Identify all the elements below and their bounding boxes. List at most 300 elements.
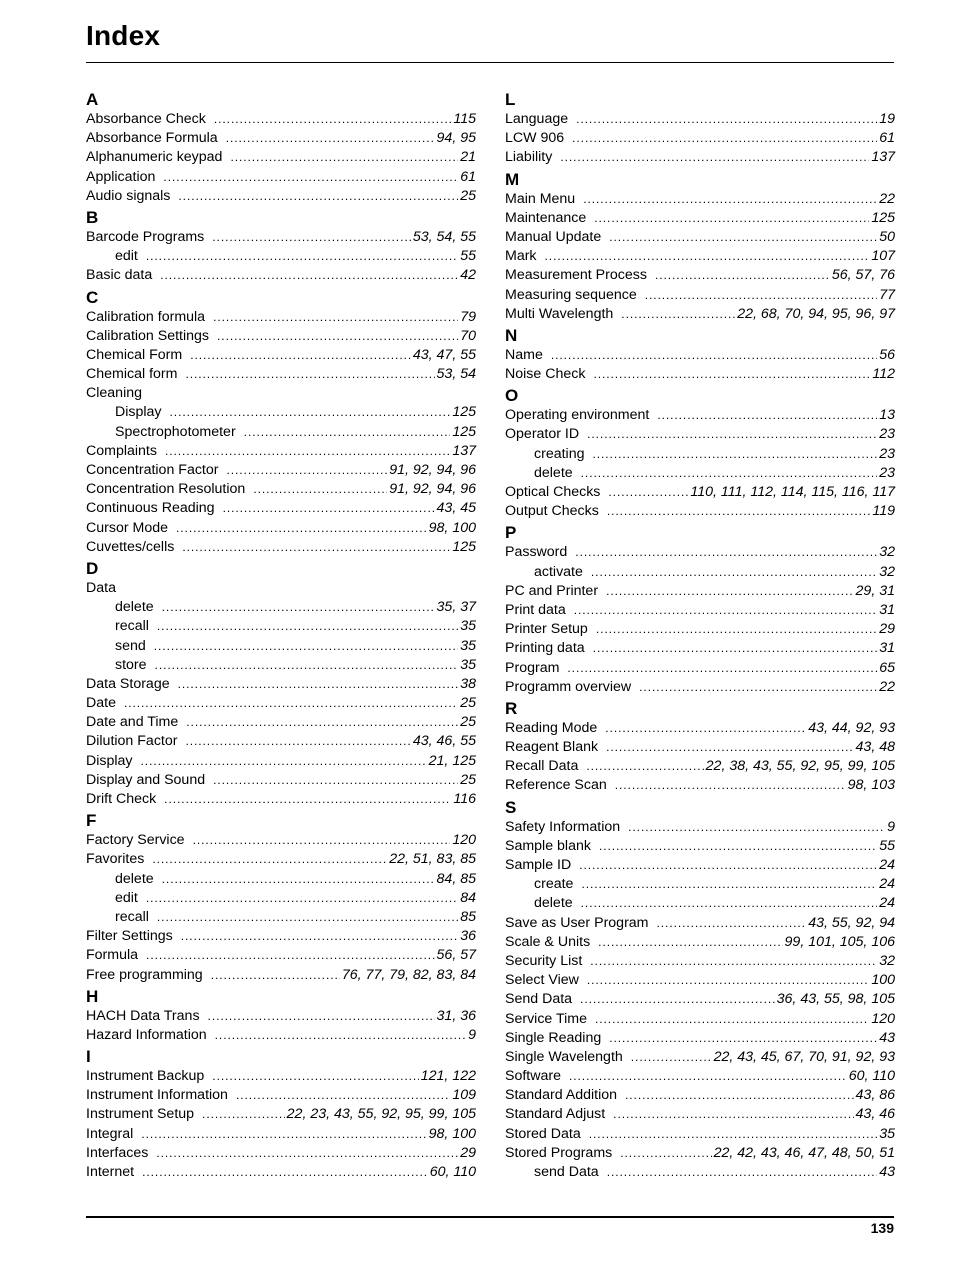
entry-pages: 43, 45 bbox=[436, 500, 476, 517]
entry-term: Sample ID bbox=[505, 857, 572, 873]
index-entry bbox=[86, 384, 476, 403]
entry-pages: 107 bbox=[871, 248, 895, 265]
entry-pages: 35, 37 bbox=[436, 599, 476, 616]
entry-term: HACH Data Trans bbox=[86, 1007, 200, 1024]
dot-leader bbox=[621, 305, 735, 324]
index-entry bbox=[505, 914, 895, 933]
dot-leader bbox=[162, 598, 435, 617]
entry-term: Program bbox=[505, 659, 560, 676]
entry-term: Filter Settings bbox=[86, 928, 173, 945]
entry-pages: 25 bbox=[460, 771, 476, 788]
dot-leader bbox=[608, 483, 688, 502]
index-entry bbox=[505, 639, 895, 658]
index-subentry bbox=[86, 598, 476, 617]
dot-leader bbox=[124, 694, 458, 713]
entry-term: Display bbox=[86, 752, 133, 769]
entry-pages: 25 bbox=[460, 714, 476, 731]
entry-pages: 50 bbox=[879, 228, 895, 245]
entry-pages: 61 bbox=[879, 130, 895, 147]
dot-leader bbox=[594, 209, 869, 228]
entry-pages: 29, 31 bbox=[855, 582, 895, 599]
entry-pages: 99, 101, 105, 106 bbox=[784, 933, 895, 950]
index-entry bbox=[86, 1163, 476, 1182]
dot-leader bbox=[613, 1105, 853, 1124]
entry-pages: 119 bbox=[872, 503, 895, 520]
entry-term: Liability bbox=[505, 149, 553, 166]
entry-term: Reagent Blank bbox=[505, 739, 599, 756]
index-entry bbox=[86, 946, 476, 965]
index-subentry bbox=[505, 875, 895, 894]
entry-pages: 79 bbox=[460, 308, 476, 325]
dot-leader bbox=[606, 738, 853, 757]
entry-term: Data bbox=[86, 579, 116, 596]
entry-term: Calibration Settings bbox=[86, 327, 210, 344]
entry-pages: 84, 85 bbox=[436, 870, 476, 887]
entry-term: Instrument Information bbox=[86, 1087, 228, 1104]
entry-pages: 61 bbox=[460, 168, 476, 185]
dot-leader bbox=[213, 308, 458, 327]
index-entry bbox=[86, 327, 476, 346]
dot-leader bbox=[657, 914, 807, 933]
page-title: Index bbox=[86, 20, 161, 51]
entry-pages: 85 bbox=[460, 908, 476, 925]
section-letter: D bbox=[86, 558, 99, 578]
dot-leader bbox=[607, 1163, 878, 1182]
index-column-left bbox=[86, 88, 476, 1182]
index-entry bbox=[86, 1086, 476, 1105]
index-entry bbox=[505, 110, 895, 129]
dot-leader bbox=[596, 620, 877, 639]
entry-term: Stored Data bbox=[505, 1125, 581, 1142]
entry-pages: 29 bbox=[460, 1144, 476, 1161]
index-entry bbox=[505, 190, 895, 209]
index-entry bbox=[86, 831, 476, 850]
entry-pages: 22, 42, 43, 46, 47, 48, 50, 51 bbox=[713, 1144, 895, 1161]
entry-term: Display bbox=[115, 404, 162, 421]
dot-leader bbox=[587, 425, 877, 444]
entry-pages: 65 bbox=[879, 659, 895, 676]
index-entry bbox=[86, 346, 476, 365]
entry-term: Free programming bbox=[86, 966, 203, 983]
section-letter: N bbox=[505, 325, 518, 345]
dot-leader bbox=[230, 148, 458, 167]
entry-term: Operator ID bbox=[505, 426, 580, 443]
entry-pages: 31 bbox=[879, 640, 895, 657]
entry-pages: 120 bbox=[871, 1010, 895, 1027]
dot-leader bbox=[212, 228, 411, 247]
entry-pages: 98, 100 bbox=[428, 519, 476, 536]
dot-leader bbox=[605, 719, 806, 738]
dot-leader bbox=[567, 659, 877, 678]
entry-term: Send Data bbox=[505, 991, 573, 1008]
entry-term: recall bbox=[115, 908, 149, 925]
dot-leader bbox=[163, 168, 458, 187]
entry-term: Absorbance Check bbox=[86, 111, 206, 127]
entry-pages: 36, 43, 55, 98, 105 bbox=[776, 991, 895, 1008]
entry-pages: 23 bbox=[879, 464, 895, 481]
index-entry bbox=[505, 129, 895, 148]
index-column-right bbox=[505, 88, 895, 1182]
page-number: 139 bbox=[870, 1220, 894, 1236]
dot-leader bbox=[589, 1125, 878, 1144]
entry-term: Audio signals bbox=[86, 187, 171, 204]
index-entry bbox=[86, 579, 476, 598]
index-entry bbox=[86, 168, 476, 187]
dot-leader bbox=[146, 247, 458, 266]
index-entry bbox=[505, 933, 895, 952]
entry-term: Internet bbox=[86, 1164, 135, 1180]
entry-pages: 22, 38, 43, 55, 92, 95, 99, 105 bbox=[705, 758, 895, 775]
entry-term: Application bbox=[86, 168, 156, 185]
entry-term: Single Wavelength bbox=[505, 1048, 623, 1065]
index-entry bbox=[505, 620, 895, 639]
entry-pages: 38 bbox=[460, 675, 476, 692]
dot-leader bbox=[569, 1067, 847, 1086]
entry-term: Cleaning bbox=[86, 385, 143, 402]
index-subentry bbox=[505, 464, 895, 483]
dot-leader bbox=[211, 966, 340, 985]
dot-leader bbox=[236, 1086, 450, 1105]
entry-term: Print data bbox=[505, 601, 566, 618]
index-entry bbox=[86, 266, 476, 285]
entry-pages: 125 bbox=[452, 404, 476, 421]
entry-term: Date bbox=[86, 695, 116, 712]
entry-pages: 43 bbox=[879, 1029, 895, 1046]
dot-leader bbox=[657, 406, 877, 425]
dot-leader bbox=[185, 365, 434, 384]
entry-pages: 91, 92, 94, 96 bbox=[389, 481, 476, 498]
entry-term: Sample blank bbox=[505, 837, 591, 854]
index-entry bbox=[505, 837, 895, 856]
entry-term: edit bbox=[115, 889, 138, 906]
index-entry bbox=[505, 971, 895, 990]
index-entry bbox=[86, 771, 476, 790]
entry-term: recall bbox=[115, 618, 149, 635]
index-entry bbox=[505, 818, 895, 837]
dot-leader bbox=[655, 266, 830, 285]
dot-leader bbox=[154, 637, 458, 656]
entry-pages: 137 bbox=[452, 442, 476, 459]
index-entry bbox=[505, 1105, 895, 1124]
entry-pages: 35 bbox=[460, 618, 476, 635]
index-subentry bbox=[505, 1163, 895, 1182]
dot-leader bbox=[615, 776, 846, 795]
entry-term: Printer Setup bbox=[505, 621, 588, 638]
entry-pages: 24 bbox=[879, 857, 895, 873]
entry-term: Scale & Units bbox=[505, 933, 591, 950]
entry-term: Formula bbox=[86, 947, 139, 964]
entry-pages: 31 bbox=[879, 601, 895, 618]
entry-pages: 53, 54, 55 bbox=[412, 228, 476, 245]
index-subentry bbox=[86, 617, 476, 636]
entry-pages: 13 bbox=[879, 407, 895, 424]
entry-term: Save as User Program bbox=[505, 914, 649, 931]
dot-leader bbox=[157, 908, 458, 927]
dot-leader bbox=[645, 286, 878, 305]
dot-leader bbox=[580, 990, 775, 1009]
entry-pages: 35 bbox=[460, 656, 476, 673]
index-subentry bbox=[86, 637, 476, 656]
entry-term: Standard Adjust bbox=[505, 1106, 606, 1123]
entry-term: activate bbox=[534, 563, 583, 580]
entry-pages: 43, 46, 55 bbox=[412, 733, 476, 750]
index-entry bbox=[86, 461, 476, 480]
entry-pages: 19 bbox=[879, 111, 895, 127]
entry-pages: 22, 23, 43, 55, 92, 95, 99, 105 bbox=[286, 1106, 476, 1123]
index-entry bbox=[86, 1026, 476, 1045]
index-entry bbox=[505, 483, 895, 502]
index-entry bbox=[505, 286, 895, 305]
index-subentry bbox=[86, 889, 476, 908]
dot-leader bbox=[141, 1125, 426, 1144]
entry-pages: 25 bbox=[460, 695, 476, 712]
dot-leader bbox=[244, 423, 451, 442]
entry-term: Recall Data bbox=[505, 758, 579, 775]
dot-leader bbox=[592, 445, 877, 464]
dot-leader bbox=[581, 894, 878, 913]
entry-term: store bbox=[115, 656, 147, 673]
index-entry bbox=[505, 1144, 895, 1163]
footer-rule bbox=[86, 1216, 894, 1218]
entry-term: send bbox=[115, 637, 146, 654]
entry-term: create bbox=[534, 876, 574, 893]
index-entry bbox=[86, 752, 476, 771]
entry-term: Chemical Form bbox=[86, 346, 183, 363]
entry-pages: 36 bbox=[460, 928, 476, 945]
entry-pages: 32 bbox=[879, 952, 895, 969]
index-entry bbox=[86, 1067, 476, 1086]
index-entry bbox=[86, 442, 476, 461]
index-entry bbox=[505, 209, 895, 228]
entry-term: Reading Mode bbox=[505, 719, 598, 736]
index-entry bbox=[505, 719, 895, 738]
index-entry bbox=[86, 1125, 476, 1144]
section-letter: M bbox=[505, 169, 520, 189]
dot-leader bbox=[208, 1007, 435, 1026]
entry-pages: 21 bbox=[460, 149, 476, 166]
index-entry bbox=[505, 1048, 895, 1067]
entry-pages: 53, 54 bbox=[436, 366, 476, 383]
entry-pages: 32 bbox=[879, 563, 895, 580]
entry-term: send Data bbox=[534, 1164, 599, 1180]
dot-leader bbox=[155, 656, 459, 675]
dot-leader bbox=[579, 856, 877, 875]
index-entry bbox=[505, 365, 895, 384]
entry-term: Concentration Factor bbox=[86, 462, 219, 478]
entry-term: Alphanumeric keypad bbox=[86, 149, 223, 166]
dot-leader bbox=[226, 461, 387, 480]
dot-leader bbox=[193, 831, 451, 850]
entry-term: Language bbox=[505, 111, 569, 127]
entry-pages: 43, 55, 92, 94 bbox=[808, 914, 895, 931]
index-entry bbox=[505, 1125, 895, 1144]
index-entry bbox=[505, 346, 895, 365]
dot-leader bbox=[142, 1163, 428, 1182]
entry-term: Service Time bbox=[505, 1010, 587, 1027]
entry-pages: 32 bbox=[879, 544, 895, 561]
dot-leader bbox=[586, 757, 703, 776]
entry-pages: 23 bbox=[879, 445, 895, 462]
entry-term: edit bbox=[115, 248, 138, 265]
entry-term: Display and Sound bbox=[86, 771, 206, 788]
entry-pages: 120 bbox=[452, 832, 476, 849]
entry-pages: 76, 77, 79, 82, 83, 84 bbox=[341, 966, 476, 983]
entry-term: Operating environment bbox=[505, 407, 650, 424]
dot-leader bbox=[165, 442, 450, 461]
section-letter: R bbox=[505, 698, 518, 718]
entry-pages: 116 bbox=[453, 791, 476, 807]
dot-leader bbox=[545, 247, 870, 266]
entry-pages: 77 bbox=[879, 286, 895, 303]
entry-term: Reference Scan bbox=[505, 777, 607, 794]
entry-term: delete bbox=[534, 895, 573, 912]
entry-pages: 24 bbox=[879, 876, 895, 893]
dot-leader bbox=[212, 1067, 418, 1086]
entry-term: Measurement Process bbox=[505, 267, 647, 284]
entry-pages: 43, 46 bbox=[855, 1106, 895, 1123]
dot-leader bbox=[164, 790, 451, 809]
entry-term: Date and Time bbox=[86, 714, 179, 731]
entry-term: Security List bbox=[505, 952, 583, 969]
section-letter: B bbox=[86, 207, 99, 227]
dot-leader bbox=[157, 617, 458, 636]
entry-term: Interfaces bbox=[86, 1144, 149, 1161]
dot-leader bbox=[560, 148, 869, 167]
dot-leader bbox=[217, 327, 458, 346]
entry-term: Software bbox=[505, 1068, 561, 1085]
entry-pages: 94, 95 bbox=[436, 130, 476, 147]
entry-term: Programm overview bbox=[505, 678, 632, 695]
entry-term: Single Reading bbox=[505, 1029, 602, 1046]
section-letter: A bbox=[86, 90, 99, 109]
dot-leader bbox=[141, 752, 427, 771]
dot-leader bbox=[572, 129, 877, 148]
entry-pages: 121, 122 bbox=[420, 1068, 476, 1085]
entry-pages: 22, 51, 83, 85 bbox=[389, 851, 476, 868]
dot-leader bbox=[593, 639, 878, 658]
entry-term: Concentration Resolution bbox=[86, 481, 246, 498]
dot-leader bbox=[190, 346, 411, 365]
dot-leader bbox=[593, 365, 870, 384]
index-entry bbox=[505, 425, 895, 444]
entry-term: Instrument Backup bbox=[86, 1068, 205, 1085]
index-entry bbox=[505, 659, 895, 678]
entry-term: Password bbox=[505, 544, 568, 561]
entry-pages: 56 bbox=[879, 346, 895, 363]
index-entry bbox=[86, 110, 476, 129]
section-letter: O bbox=[505, 386, 519, 406]
entry-term: Factory Service bbox=[86, 832, 185, 849]
dot-leader bbox=[178, 187, 458, 206]
dot-leader bbox=[575, 543, 877, 562]
entry-term: Safety Information bbox=[505, 818, 621, 835]
entry-term: Calibration formula bbox=[86, 308, 206, 325]
entry-pages: 115 bbox=[453, 111, 476, 127]
section-letter: H bbox=[86, 986, 99, 1006]
dot-leader bbox=[574, 601, 877, 620]
index-entry bbox=[505, 856, 895, 875]
entry-term: Multi Wavelength bbox=[505, 305, 614, 322]
section-letter: L bbox=[505, 90, 516, 109]
entry-term: Optical Checks bbox=[505, 484, 601, 500]
index-entry bbox=[86, 480, 476, 499]
index-entry bbox=[505, 1067, 895, 1086]
entry-term: Maintenance bbox=[505, 209, 587, 226]
entry-term: Name bbox=[505, 346, 543, 363]
index-subentry bbox=[86, 247, 476, 266]
entry-term: PC and Printer bbox=[505, 582, 599, 599]
dot-leader bbox=[581, 875, 877, 894]
entry-term: Data Storage bbox=[86, 675, 170, 692]
dot-leader bbox=[162, 870, 435, 889]
entry-pages: 42 bbox=[460, 267, 476, 284]
index-entry bbox=[86, 308, 476, 327]
entry-pages: 22 bbox=[879, 678, 895, 695]
entry-pages: 98, 100 bbox=[428, 1125, 476, 1142]
index-entry bbox=[505, 502, 895, 521]
section-letter: I bbox=[86, 1047, 91, 1067]
entry-term: delete bbox=[115, 870, 154, 887]
dot-leader bbox=[583, 190, 877, 209]
entry-term: Printing data bbox=[505, 640, 585, 657]
entry-pages: 98, 103 bbox=[847, 777, 895, 794]
index-entry bbox=[505, 952, 895, 971]
index-entry bbox=[505, 406, 895, 425]
index-entry bbox=[86, 966, 476, 985]
entry-pages: 31, 36 bbox=[436, 1007, 476, 1024]
entry-pages: 56, 57 bbox=[436, 947, 476, 964]
entry-term: Manual Update bbox=[505, 228, 602, 245]
entry-term: Complaints bbox=[86, 442, 157, 459]
dot-leader bbox=[595, 1010, 869, 1029]
dot-leader bbox=[146, 889, 458, 908]
index-entry bbox=[505, 990, 895, 1009]
entry-term: LCW 906 bbox=[505, 130, 565, 147]
dot-leader bbox=[609, 228, 877, 247]
dot-leader bbox=[170, 403, 451, 422]
dot-leader bbox=[226, 129, 435, 148]
index-subentry bbox=[86, 656, 476, 675]
index-subentry bbox=[86, 423, 476, 442]
header-rule bbox=[86, 62, 894, 63]
dot-leader bbox=[202, 1105, 285, 1124]
dot-leader bbox=[181, 927, 458, 946]
entry-term: creating bbox=[534, 445, 585, 462]
section-letter: P bbox=[505, 523, 517, 543]
entry-term: Noise Check bbox=[505, 366, 586, 383]
index-entry bbox=[86, 129, 476, 148]
index-entry bbox=[86, 187, 476, 206]
entry-pages: 22, 68, 70, 94, 95, 96, 97 bbox=[737, 305, 895, 322]
index-entry bbox=[505, 582, 895, 601]
dot-leader bbox=[620, 1144, 711, 1163]
entry-term: delete bbox=[534, 464, 573, 481]
entry-term: Cursor Mode bbox=[86, 519, 169, 536]
entry-term: Integral bbox=[86, 1125, 134, 1142]
dot-leader bbox=[591, 563, 877, 582]
index-entry bbox=[505, 247, 895, 266]
entry-pages: 112 bbox=[872, 366, 895, 383]
dot-leader bbox=[182, 538, 450, 557]
index-entry bbox=[86, 519, 476, 538]
entry-term: delete bbox=[115, 599, 154, 616]
entry-pages: 43 bbox=[879, 1164, 895, 1180]
index-entry bbox=[505, 678, 895, 697]
dot-leader bbox=[639, 678, 877, 697]
index-entry bbox=[505, 776, 895, 795]
entry-pages: 35 bbox=[460, 637, 476, 654]
section-letter: S bbox=[505, 797, 517, 817]
